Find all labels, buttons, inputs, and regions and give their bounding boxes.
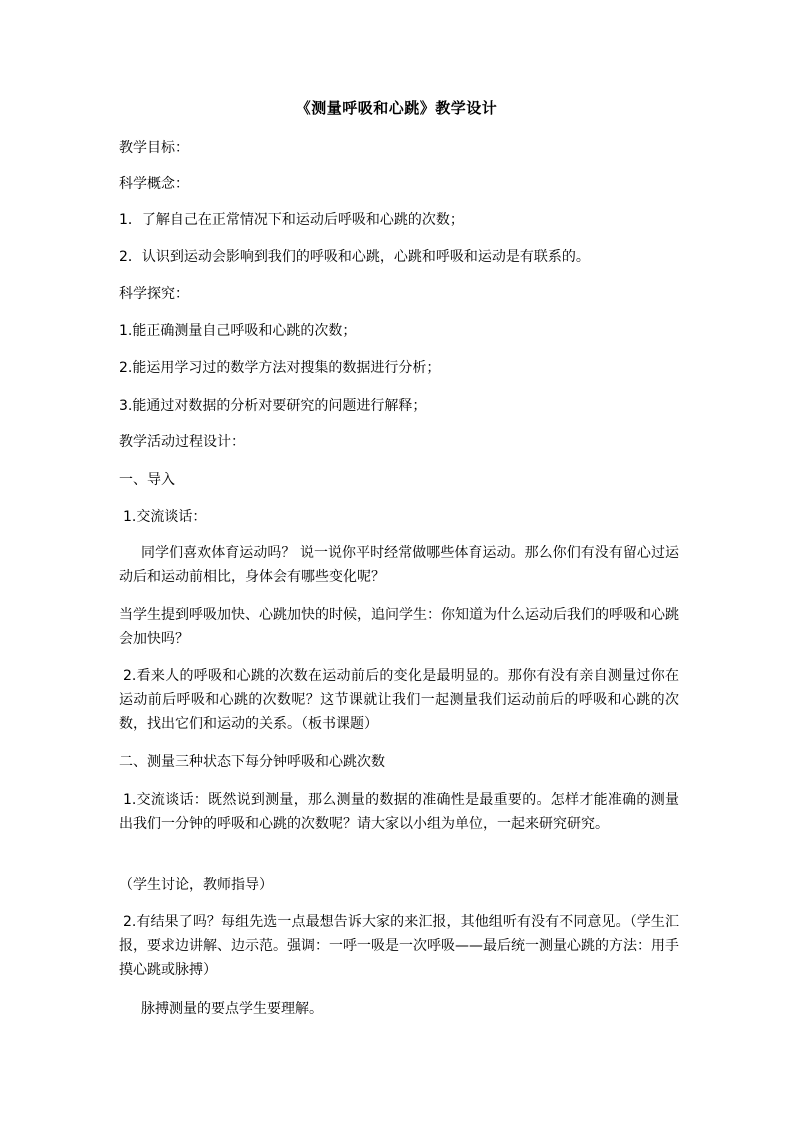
paragraph: 科学探究： — [119, 286, 189, 302]
paragraph: 1.交流谈话： — [123, 509, 207, 525]
paragraph: （学生讨论，教师指导） — [119, 877, 273, 893]
paragraph: 1.能正确测量自己呼吸和心跳的次数； — [119, 323, 357, 339]
paragraph: 2.能运用学习过的数学方法对搜集的数据进行分析； — [119, 360, 441, 376]
paragraph: 1.交流谈话：既然说到测量，那么测量的数据的准确性是最重要的。怎样才能准确的测量出我们一分钟的呼吸和心跳的次数呢？请大家以小组为单位，一起来研究研究。 — [119, 792, 679, 832]
document-title: 《测量呼吸和心跳》教学设计 — [295, 99, 498, 117]
paragraph: 当学生提到呼吸加快、心跳加快的时候，追问学生：你知道为什么运动后我们的呼吸和心跳会加快吗？ — [119, 607, 679, 647]
paragraph: 3.能通过对数据的分析对要研究的问题进行解释； — [119, 398, 427, 414]
paragraph: 2.有结果了吗？每组先选一点最想告诉大家的来汇报，其他组听有没有不同意见。（学生汇报，要求边讲解、边示范。强调：一呼一吸是一次呼吸——最后统一测量心跳的方法：用手摸心跳或脉搏） — [119, 914, 679, 978]
paragraph: 2．认识到运动会影响到我们的呼吸和心跳，心跳和呼吸和运动是有联系的。 — [119, 249, 590, 265]
paragraph: 1．了解自己在正常情况下和运动后呼吸和心跳的次数； — [119, 212, 464, 228]
paragraph: 教学活动过程设计： — [119, 434, 245, 450]
paragraph: 科学概念： — [119, 176, 189, 192]
paragraph: 教学目标： — [119, 140, 189, 156]
paragraph: 脉搏测量的要点学生要理解。 — [141, 1001, 323, 1017]
paragraph: 2.看来人的呼吸和心跳的次数在运动前后的变化是最明显的。那你有没有亲自测量过你在运动前后呼吸和心跳的次数呢？这节课就让我们一起测量我们运动前后的呼吸和心跳的次数，找出它们和运动的关系。（板书课题） — [119, 668, 679, 732]
paragraph: 同学们喜欢体育运动吗？ 说一说你平时经常做哪些体育运动。那么你们有没有留心过运动后和运动前相比，身体会有哪些变化呢？ — [119, 545, 679, 585]
paragraph: 二、测量三种状态下每分钟呼吸和心跳次数 — [119, 754, 385, 770]
paragraph: 一、导入 — [119, 472, 175, 488]
